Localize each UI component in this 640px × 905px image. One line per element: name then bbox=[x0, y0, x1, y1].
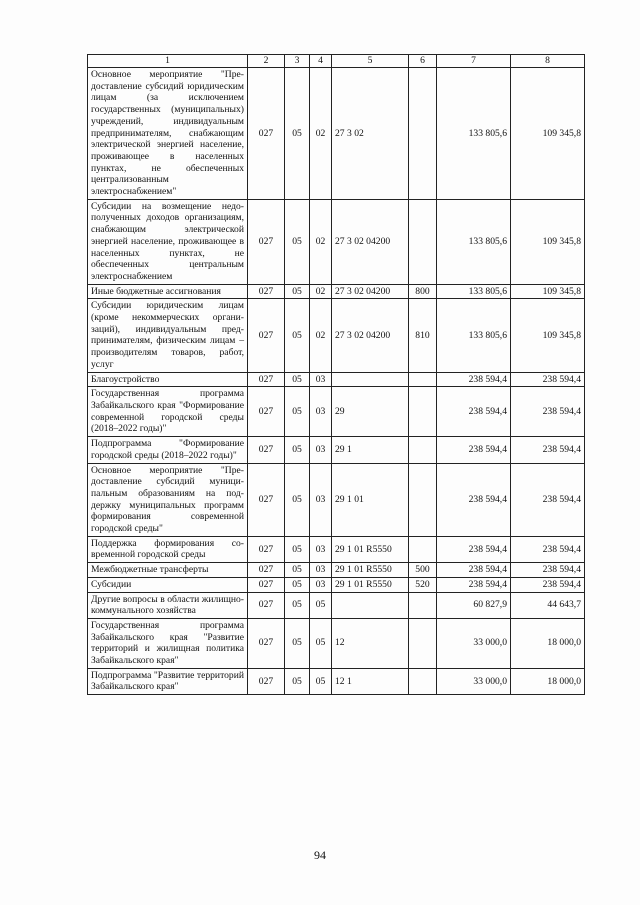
expense-type-cell bbox=[409, 668, 437, 694]
target-code-cell bbox=[332, 592, 409, 618]
amount-cell: 109 345,8 bbox=[511, 199, 585, 284]
ministry-code-cell: 027 bbox=[248, 437, 285, 463]
amount-cell: 44 643,7 bbox=[511, 592, 585, 618]
header-cell: 4 bbox=[310, 55, 332, 68]
amount-cell: 33 000,0 bbox=[437, 668, 511, 694]
expense-type-cell: 810 bbox=[409, 299, 437, 372]
section-code-cell: 05 bbox=[285, 68, 310, 200]
header-cell: 2 bbox=[248, 55, 285, 68]
subsection-code-cell: 02 bbox=[310, 284, 332, 299]
amount-cell: 109 345,8 bbox=[511, 68, 585, 200]
row-name-cell: Основное мероприятие "Предоставление субсидий муниципальным образованиям на поддержку муниципальных программ формирования современной городской среды" bbox=[88, 463, 248, 536]
table-row bbox=[88, 387, 585, 437]
expense-type-cell bbox=[409, 372, 437, 387]
row-name-cell: Иные бюджетные ассигнования bbox=[88, 284, 248, 299]
amount-cell: 18 000,0 bbox=[511, 618, 585, 668]
amount-cell: 238 594,4 bbox=[511, 387, 585, 437]
amount-cell: 133 805,6 bbox=[437, 199, 511, 284]
expense-type-cell bbox=[409, 68, 437, 200]
ministry-code-cell: 027 bbox=[248, 387, 285, 437]
section-code-cell: 05 bbox=[285, 372, 310, 387]
table-row bbox=[88, 437, 585, 463]
amount-cell: 238 594,4 bbox=[437, 463, 511, 536]
header-cell: 3 bbox=[285, 55, 310, 68]
section-code-cell: 05 bbox=[285, 199, 310, 284]
ministry-code-cell: 027 bbox=[248, 536, 285, 562]
section-code-cell: 05 bbox=[285, 387, 310, 437]
ministry-code-cell: 027 bbox=[248, 618, 285, 668]
section-code-cell: 05 bbox=[285, 437, 310, 463]
amount-cell: 238 594,4 bbox=[511, 563, 585, 578]
target-code-cell: 29 1 01 bbox=[332, 463, 409, 536]
row-name-cell: Другие вопросы в области жилищно-коммунального хозяйства bbox=[88, 592, 248, 618]
section-code-cell: 05 bbox=[285, 668, 310, 694]
row-name-cell: Благоустройство bbox=[88, 372, 248, 387]
expense-type-cell: 520 bbox=[409, 577, 437, 592]
ministry-code-cell: 027 bbox=[248, 372, 285, 387]
table-row bbox=[88, 199, 585, 284]
subsection-code-cell: 03 bbox=[310, 387, 332, 437]
target-code-cell: 29 bbox=[332, 387, 409, 437]
amount-cell: 238 594,4 bbox=[437, 536, 511, 562]
row-name-cell: Государственная программа Забайкальского края "Формирование современной городской среды (2018–2022 годы)" bbox=[88, 387, 248, 437]
table-row bbox=[88, 299, 585, 372]
amount-cell: 238 594,4 bbox=[437, 563, 511, 578]
section-code-cell: 05 bbox=[285, 563, 310, 578]
ministry-code-cell: 027 bbox=[248, 68, 285, 200]
amount-cell: 238 594,4 bbox=[437, 387, 511, 437]
row-name-cell: Поддержка формирования современной городской среды bbox=[88, 536, 248, 562]
expense-type-cell bbox=[409, 387, 437, 437]
row-name-cell: Основное мероприятие "Предоставление субсидий юридическим лицам (за исключением государственных (муниципальных) учреждений, индивидуальным предпринимателям, снабжающим электрической энергией население, проживающее в населенных пунктах, не обеспеченных централизованным электроснабжением" bbox=[88, 68, 248, 200]
amount-cell: 18 000,0 bbox=[511, 668, 585, 694]
table-row bbox=[88, 563, 585, 578]
ministry-code-cell: 027 bbox=[248, 592, 285, 618]
table-row bbox=[88, 668, 585, 694]
expense-type-cell bbox=[409, 437, 437, 463]
table-row bbox=[88, 577, 585, 592]
subsection-code-cell: 03 bbox=[310, 563, 332, 578]
ministry-code-cell: 027 bbox=[248, 463, 285, 536]
table-row bbox=[88, 463, 585, 536]
subsection-code-cell: 02 bbox=[310, 299, 332, 372]
subsection-code-cell: 05 bbox=[310, 592, 332, 618]
page-number: 94 bbox=[314, 848, 326, 862]
amount-cell: 133 805,6 bbox=[437, 284, 511, 299]
table-row bbox=[88, 372, 585, 387]
subsection-code-cell: 03 bbox=[310, 463, 332, 536]
subsection-code-cell: 03 bbox=[310, 536, 332, 562]
row-name-cell: Субсидии bbox=[88, 577, 248, 592]
target-code-cell: 12 1 bbox=[332, 668, 409, 694]
expense-type-cell bbox=[409, 536, 437, 562]
amount-cell: 238 594,4 bbox=[437, 372, 511, 387]
table-row bbox=[88, 592, 585, 618]
amount-cell: 133 805,6 bbox=[437, 299, 511, 372]
section-code-cell: 05 bbox=[285, 299, 310, 372]
target-code-cell: 29 1 01 R5550 bbox=[332, 577, 409, 592]
table-row bbox=[88, 284, 585, 299]
expense-type-cell: 800 bbox=[409, 284, 437, 299]
amount-cell: 109 345,8 bbox=[511, 284, 585, 299]
subsection-code-cell: 05 bbox=[310, 668, 332, 694]
target-code-cell: 27 3 02 bbox=[332, 68, 409, 200]
expense-type-cell bbox=[409, 592, 437, 618]
amount-cell: 238 594,4 bbox=[437, 577, 511, 592]
header-cell: 8 bbox=[511, 55, 585, 68]
ministry-code-cell: 027 bbox=[248, 577, 285, 592]
amount-cell: 238 594,4 bbox=[511, 437, 585, 463]
target-code-cell bbox=[332, 372, 409, 387]
table-row bbox=[88, 618, 585, 668]
row-name-cell: Субсидии юридическим лицам (кроме некоммерческих организаций), индивидуальным предпринимателям, физическим лицам – производителям товаров, работ, услуг bbox=[88, 299, 248, 372]
section-code-cell: 05 bbox=[285, 592, 310, 618]
amount-cell: 238 594,4 bbox=[511, 372, 585, 387]
subsection-code-cell: 02 bbox=[310, 68, 332, 200]
amount-cell: 109 345,8 bbox=[511, 299, 585, 372]
amount-cell: 238 594,4 bbox=[511, 463, 585, 536]
target-code-cell: 29 1 01 R5550 bbox=[332, 563, 409, 578]
ministry-code-cell: 027 bbox=[248, 563, 285, 578]
ministry-code-cell: 027 bbox=[248, 668, 285, 694]
amount-cell: 60 827,9 bbox=[437, 592, 511, 618]
amount-cell: 133 805,6 bbox=[437, 68, 511, 200]
row-name-cell: Межбюджетные трансферты bbox=[88, 563, 248, 578]
expense-type-cell bbox=[409, 199, 437, 284]
target-code-cell: 29 1 01 R5550 bbox=[332, 536, 409, 562]
header-cell: 7 bbox=[437, 55, 511, 68]
row-name-cell: Подпрограмма "Формирование городской среды (2018–2022 годы)" bbox=[88, 437, 248, 463]
expense-type-cell bbox=[409, 618, 437, 668]
section-code-cell: 05 bbox=[285, 536, 310, 562]
subsection-code-cell: 05 bbox=[310, 618, 332, 668]
amount-cell: 238 594,4 bbox=[437, 437, 511, 463]
ministry-code-cell: 027 bbox=[248, 199, 285, 284]
subsection-code-cell: 03 bbox=[310, 372, 332, 387]
subsection-code-cell: 03 bbox=[310, 437, 332, 463]
row-name-cell: Подпрограмма "Развитие территорий Забайкальского края" bbox=[88, 668, 248, 694]
expense-type-cell: 500 bbox=[409, 563, 437, 578]
table-body bbox=[88, 68, 585, 695]
amount-cell: 238 594,4 bbox=[511, 577, 585, 592]
table-header-row bbox=[88, 55, 585, 68]
budget-table bbox=[87, 54, 585, 695]
target-code-cell: 12 bbox=[332, 618, 409, 668]
header-cell: 1 bbox=[88, 55, 248, 68]
section-code-cell: 05 bbox=[285, 284, 310, 299]
row-name-cell: Субсидии на возмещение недополученных доходов организациям, снабжающим электрической энергией население, проживающее в населенных пунктах, не обеспеченных центральным электроснабжением bbox=[88, 199, 248, 284]
table-row bbox=[88, 536, 585, 562]
header-cell: 5 bbox=[332, 55, 409, 68]
expense-type-cell bbox=[409, 463, 437, 536]
ministry-code-cell: 027 bbox=[248, 284, 285, 299]
ministry-code-cell: 027 bbox=[248, 299, 285, 372]
subsection-code-cell: 03 bbox=[310, 577, 332, 592]
row-name-cell: Государственная программа Забайкальского края "Развитие территорий и жилищная политика Забайкальского края" bbox=[88, 618, 248, 668]
subsection-code-cell: 02 bbox=[310, 199, 332, 284]
table-row bbox=[88, 68, 585, 200]
section-code-cell: 05 bbox=[285, 463, 310, 536]
target-code-cell: 29 1 bbox=[332, 437, 409, 463]
section-code-cell: 05 bbox=[285, 618, 310, 668]
header-cell: 6 bbox=[409, 55, 437, 68]
target-code-cell: 27 3 02 04200 bbox=[332, 299, 409, 372]
target-code-cell: 27 3 02 04200 bbox=[332, 284, 409, 299]
target-code-cell: 27 3 02 04200 bbox=[332, 199, 409, 284]
amount-cell: 238 594,4 bbox=[511, 536, 585, 562]
amount-cell: 33 000,0 bbox=[437, 618, 511, 668]
section-code-cell: 05 bbox=[285, 577, 310, 592]
